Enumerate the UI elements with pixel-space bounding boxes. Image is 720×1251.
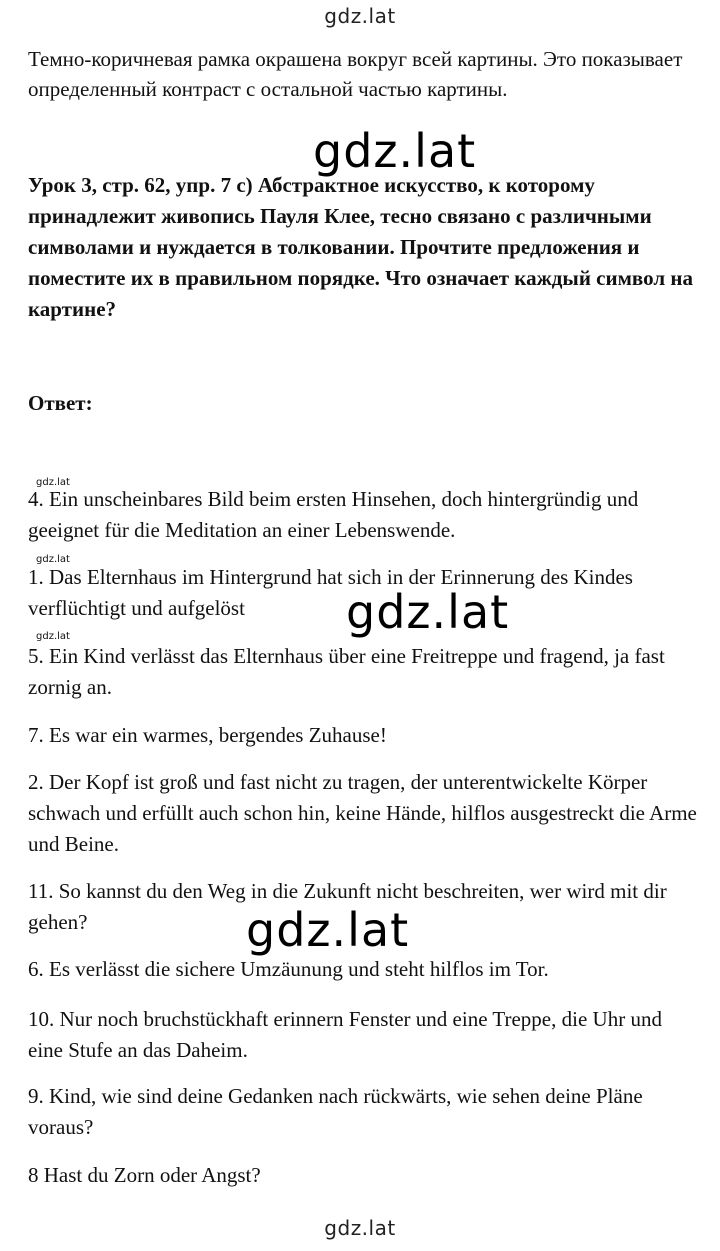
watermark-logo: gdz.lat	[313, 124, 477, 178]
watermark-small: gdz.lat	[36, 631, 70, 642]
answer-item: 10. Nur noch bruchstückhaft erinnern Fenster und eine Treppe, die Uhr und eine Stufe an das Daheim.	[28, 1007, 662, 1062]
watermark-small: gdz.lat	[36, 477, 70, 488]
watermark-small: gdz.lat	[36, 554, 70, 565]
task-heading: Урок 3, стр. 62, упр. 7 с) Абстрактное искусство, к которому принадлежит живопись Пауля Клее, тесно связано с различными символами и нуждается в толковании. Прочтите предложения и поместите их в правильном порядке. Что означает каждый символ на картине?	[28, 173, 693, 321]
answer-item: 2. Der Kopf ist groß und fast nicht zu tragen, der unterentwickelte Körper schwach und erfüllt auch schon hin, keine Hände, hilflos ausgestreckt die Arme und Beine.	[28, 770, 697, 856]
answer-item: 7. Es war ein warmes, bergendes Zuhause!	[28, 723, 387, 747]
watermark-logo: gdz.lat	[346, 585, 510, 639]
answer-item: 8 Hast du Zorn oder Angst?	[28, 1163, 261, 1187]
answer-item: 9. Kind, wie sind deine Gedanken nach rückwärts, wie sehen deine Pläne voraus?	[28, 1084, 643, 1139]
answer-item: 11. So kannst du den Weg in die Zukunft nicht beschreiten, wer wird mit dir gehen?	[28, 879, 667, 934]
answer-item: 6. Es verlässt die sichere Umzäunung und steht hilflos im Tor.	[28, 957, 549, 981]
site-footer: gdz.lat	[324, 1216, 396, 1240]
answer-item: 5. Ein Kind verlässt das Elternhaus über eine Freitreppe und fragend, ja fast zornig an.	[28, 644, 665, 699]
site-header: gdz.lat	[324, 4, 396, 28]
answer-item: 4. Ein unscheinbares Bild beim ersten Hinsehen, doch hintergründig und geeignet für die Meditation an einer Lebenswende.	[28, 487, 639, 542]
watermark-logo: gdz.lat	[246, 903, 410, 957]
answer-label: Ответ:	[28, 391, 93, 415]
intro-paragraph: Темно-коричневая рамка окрашена вокруг всей картины. Это показывает определенный контраст с остальной частью картины.	[28, 47, 683, 101]
answer-item: 1. Das Elternhaus im Hintergrund hat sich in der Erinnerung des Kindes verflüchtigt und aufgelöst	[28, 565, 633, 620]
